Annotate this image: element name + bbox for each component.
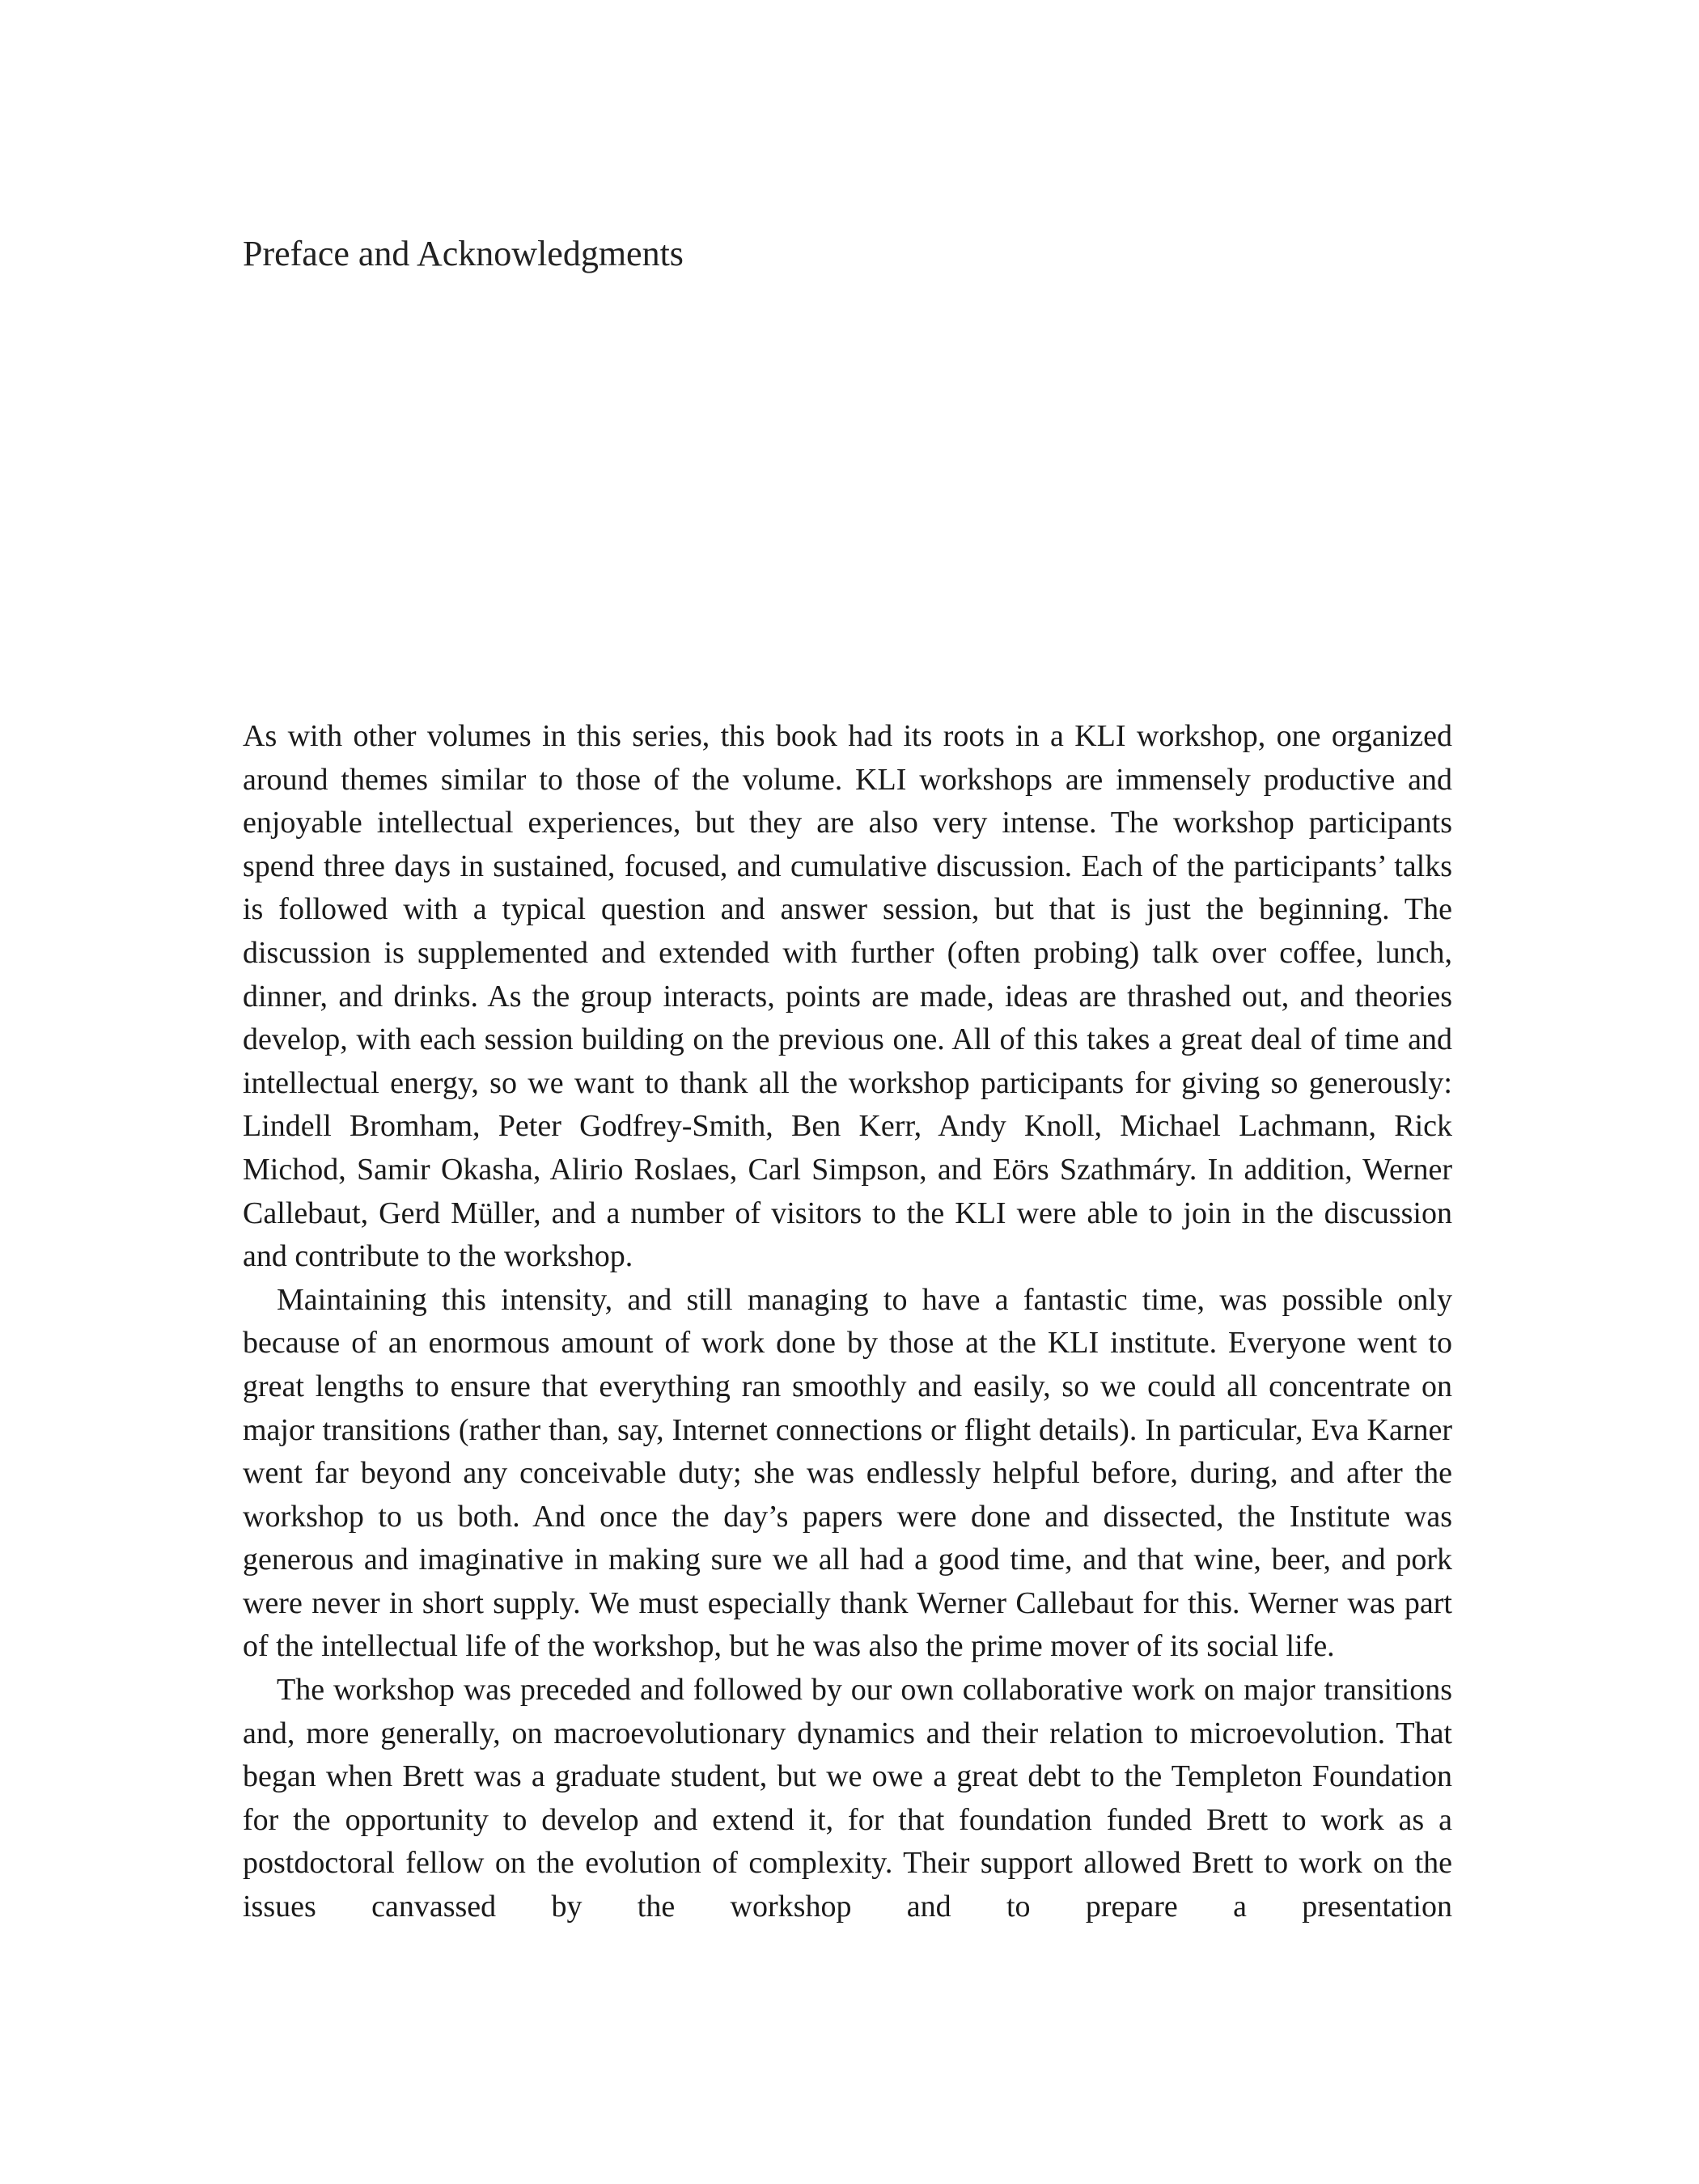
paragraph-2: Maintaining this intensity, and still managing to have a fantastic time, was possible only because of an enormous amount of work done by those at the KLI institute. Everyone went to great lengths to ensure that everything ran smoothly and easily, so we could all concentrate on major transitions (rather than, say, Internet connections or flight details). In particular, Eva Karner went far beyond any conceivable duty; she was endlessly helpful before, during, and after the workshop to us both. And once the day’s papers were done and dissected, the Institute was generous and imaginative in making sure we all had a good time, and that wine, beer, and pork were never in short supply. We must especially thank Werner Callebaut for this. Werner was part of the intellectual life of the workshop, but he was also the prime mover of its social life. — [243, 1282, 1452, 1664]
chapter-title: Preface and Acknowledgments — [243, 234, 684, 273]
paragraph-3: The workshop was preceded and followed by our own collaborative work on major transitions and, more generally, on macroevolutionary dynamics and their relation to microevolution. That began when Brett was a graduate student, but we owe a great debt to the Templeton Foundation for the opportunity to develop and extend it, for that foundation funded Brett to work as a postdoctoral fellow on the evolution of complexity. Their support allowed Brett to work on the issues canvassed by the workshop and to prepare a presentation — [243, 1673, 1452, 1924]
paragraph-1: As with other volumes in this series, this book had its roots in a KLI workshop, one organized around themes similar to those of the volume. KLI workshops are immensely productive and enjoyable intellectual experiences, but they are also very intense. The workshop participants spend three days in sustained, focused, and cumulative discussion. Each of the participants’ talks is followed with a typical question and answer session, but that is just the beginning. The discussion is supplemented and extended with further (often probing) talk over coffee, lunch, dinner, and drinks. As the group interacts, points are made, ideas are thrashed out, and theories develop, with each session building on the previous one. All of this takes a great deal of time and intellectual energy, so we want to thank all the workshop participants for giving so generously: Lindell Bromham, Peter Godfrey-Smith, Ben Kerr, Andy Knoll, Michael Lachmann, Rick Michod, Samir Okasha, Alirio Roslaes, Carl Simpson, and Eörs Szathmáry. In addition, Werner Callebaut, Gerd Müller, and a number of visitors to the KLI were able to join in the discussion and contribute to the workshop. — [243, 719, 1452, 1274]
body-text — [243, 715, 1452, 1929]
